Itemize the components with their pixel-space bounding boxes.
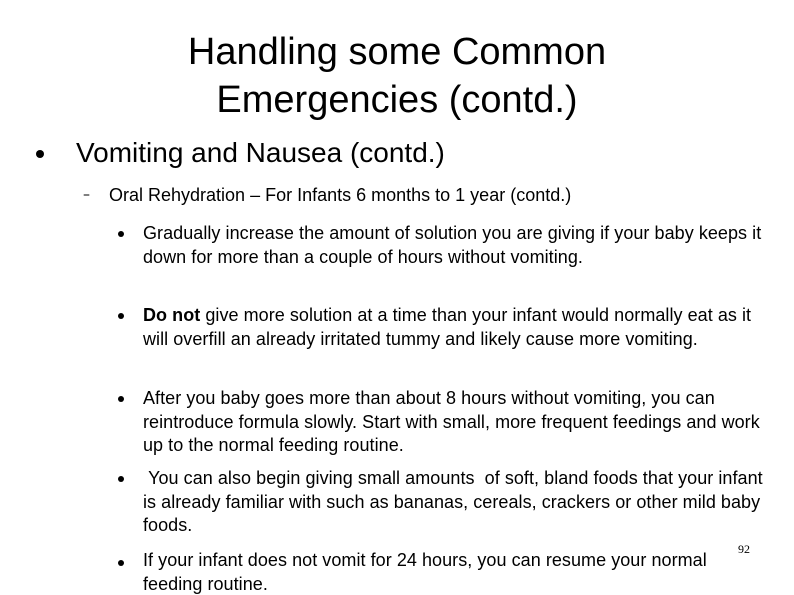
bullet-item-2: [143, 304, 768, 351]
bullet-bold-text: Do not: [143, 305, 201, 325]
bullet-text: Gradually increase the amount of solution you are giving if your baby keeps it down for more than a couple of hours without vomiting.: [143, 223, 762, 267]
page-number: 92: [738, 542, 750, 556]
bullet-dot-icon: [118, 560, 124, 566]
bullet-dot-icon: [36, 150, 44, 158]
level2-heading: Oral Rehydration – For Infants 6 months to 1 year (contd.): [109, 185, 572, 205]
bullet-dot-icon: [118, 396, 124, 402]
bullet-text: give more solution at a time than your infant would normally eat as it will overfill an already irritated tummy and likely cause more vomiting.: [143, 305, 752, 349]
bullet-text: After you baby goes more than about 8 hours without vomiting, you can reintroduce formula slowly. Start with small, more frequent feedings and work up to the normal feeding routine.: [143, 388, 760, 455]
bullet-text: You can also begin giving small amounts of soft, bland foods that your infant is already familiar with such as bananas, cereals, crackers or other mild baby foods.: [143, 468, 768, 535]
bullet-dot-icon: [118, 313, 124, 319]
bullet-item-1: [143, 222, 768, 269]
bullet-text: If your infant does not vomit for 24 hours, you can resume your normal feeding routine.: [143, 550, 707, 594]
bullet-item-5: [143, 549, 768, 595]
title-line-1: Handling some Common: [187, 31, 607, 73]
title-line-2: Emergencies (contd.): [216, 79, 578, 121]
slide-title: [100, 28, 694, 124]
bullet-dot-icon: [118, 476, 124, 482]
dash-bullet-icon: –: [83, 187, 90, 203]
bullet-dot-icon: [118, 231, 124, 237]
bullet-item-3: [143, 387, 768, 458]
level1-heading: Vomiting and Nausea (contd.): [76, 137, 445, 168]
bullet-item-4: [143, 467, 768, 538]
